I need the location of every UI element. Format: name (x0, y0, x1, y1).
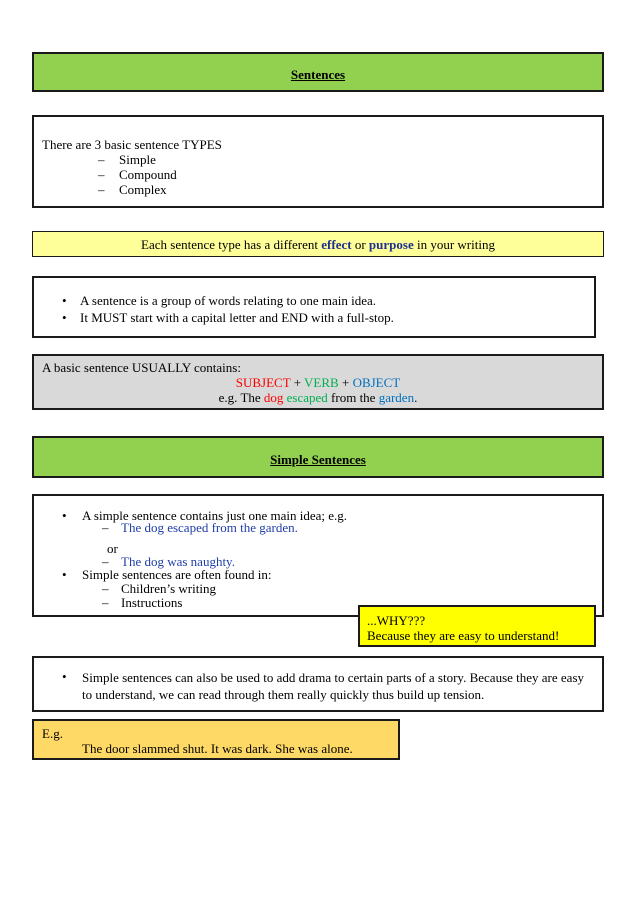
object-label: OBJECT (352, 375, 401, 390)
bullet-marker: • (62, 310, 67, 325)
bullet-marker: • (62, 508, 67, 523)
simple-sentences-box (32, 494, 604, 617)
definition-bullet-2: It MUST start with a capital letter and END with a full-stop. (80, 310, 394, 325)
example-label: E.g. (42, 726, 63, 741)
example-box (32, 719, 400, 760)
dash-marker: – (102, 595, 109, 610)
effect-purpose-banner (32, 231, 604, 257)
found-instructions: Instructions (121, 595, 183, 610)
dash-marker: – (98, 152, 105, 167)
subject-label: SUBJECT (235, 375, 291, 390)
or-label: or (107, 541, 118, 556)
simple-bullet-2: Simple sentences are often found in: (82, 567, 272, 582)
example-line: e.g. The dog escaped from the garden. (218, 390, 418, 405)
dash-marker: – (102, 554, 109, 569)
simple-bullet-1: A simple sentence contains just one main idea; e.g. (82, 508, 347, 523)
example-text: The door slammed shut. It was dark. She was alone. (82, 741, 353, 756)
dash-marker: – (98, 182, 105, 197)
example-object: garden (378, 390, 415, 405)
example-verb: escaped (286, 390, 328, 405)
effect-purpose-text: Each sentence type has a different effect or purpose in your writing (141, 237, 495, 252)
verb-label: VERB (304, 375, 339, 390)
basic-sentence-box (32, 354, 604, 410)
example-sentence-2: The dog was naughty. (121, 554, 235, 569)
bullet-marker: • (62, 669, 67, 684)
why-answer: Because they are easy to understand! (367, 628, 560, 643)
types-intro: There are 3 basic sentence TYPES (42, 137, 222, 152)
found-childrens-writing: Children’s writing (121, 581, 216, 596)
drama-text: Simple sentences can also be used to add drama to certain parts of a story. Because they are easy to understand, we can read through them really quickly thus build up tension. (82, 670, 584, 702)
dash-marker: – (102, 581, 109, 596)
drama-box (32, 656, 604, 712)
dash-marker: – (102, 520, 109, 535)
definition-bullet-1: A sentence is a group of words relating to one main idea. (80, 293, 377, 308)
simple-sentences-header (32, 436, 604, 478)
type-item-compound: Compound (119, 167, 177, 182)
why-callout (358, 605, 596, 647)
purpose-word: purpose (368, 237, 414, 252)
basic-intro: A basic sentence USUALLY contains: (42, 360, 241, 375)
example-subject: dog (263, 390, 284, 405)
example-sentence-1: The dog escaped from the garden. (121, 520, 298, 535)
effect-word: effect (321, 237, 352, 252)
sentences-title: Sentences (290, 67, 346, 82)
sentences-header (32, 52, 604, 92)
sentence-definition-box (32, 276, 596, 338)
dash-marker: – (98, 167, 105, 182)
sentence-types-box (32, 115, 604, 208)
simple-sentences-title: Simple Sentences (270, 452, 366, 467)
type-item-complex: Complex (119, 182, 167, 197)
bullet-marker: • (62, 293, 67, 308)
formula-line: SUBJECT + VERB + OBJECT (235, 375, 401, 390)
type-item-simple: Simple (119, 152, 156, 167)
bullet-marker: • (62, 567, 67, 582)
why-question: ...WHY??? (367, 613, 426, 628)
